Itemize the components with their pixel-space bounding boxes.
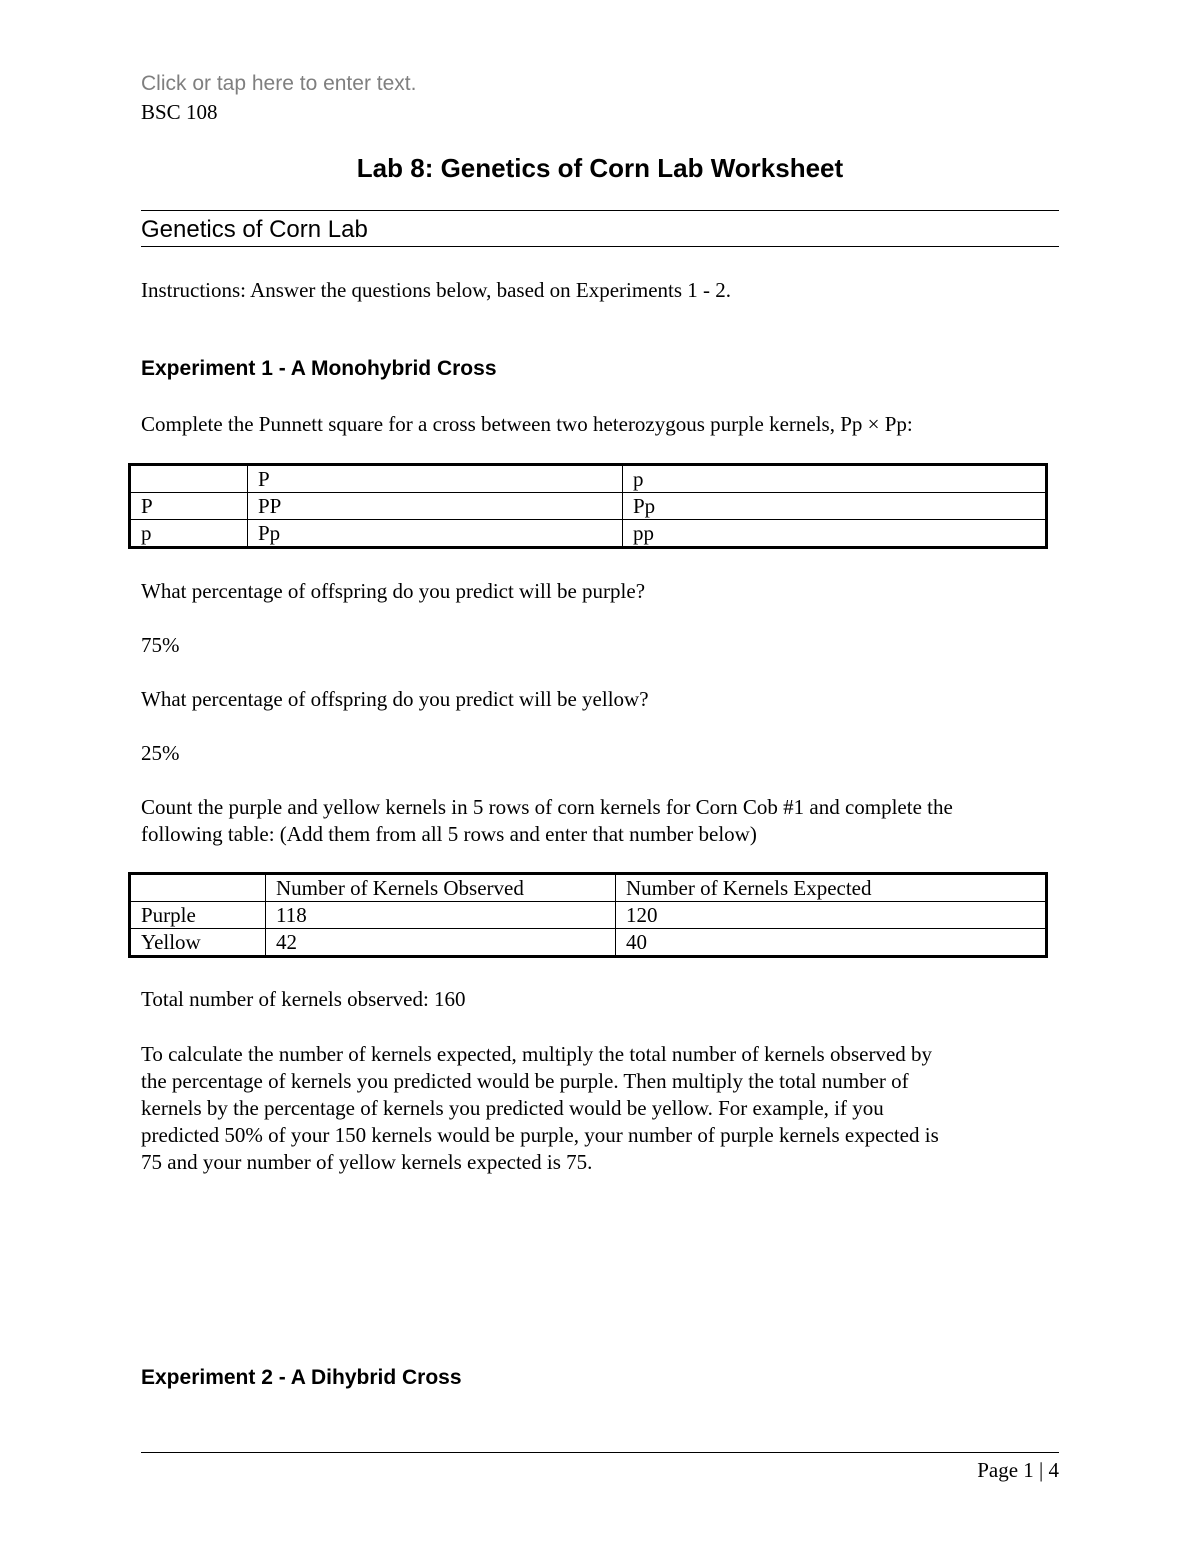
- table-row-label: Purple: [130, 902, 266, 929]
- table-row: [130, 465, 1047, 493]
- table-cell: p: [623, 465, 1047, 493]
- calc-instructions-line-5: 75 and your number of yellow kernels expected is 75.: [141, 1150, 593, 1174]
- table-cell[interactable]: Pp: [623, 493, 1047, 520]
- table-row: [130, 929, 1047, 957]
- table-cell: P: [248, 465, 623, 493]
- table-cell[interactable]: Pp: [248, 520, 623, 548]
- punnett-prompt: Complete the Punnett square for a cross between two heterozygous purple kernels, Pp × Pp:: [141, 412, 913, 436]
- table-row: [130, 874, 1047, 902]
- punnett-square-table: [128, 463, 1048, 549]
- table-row: [130, 520, 1047, 548]
- footer-rule: [141, 1452, 1059, 1453]
- table-cell[interactable]: 118: [266, 902, 616, 929]
- section-top-rule: [141, 210, 1059, 211]
- table-row-label: Yellow: [130, 929, 266, 957]
- table-cell[interactable]: 42: [266, 929, 616, 957]
- count-instructions-line-2: following table: (Add them from all 5 rows and enter that number below): [141, 822, 757, 846]
- table-cell[interactable]: pp: [623, 520, 1047, 548]
- page-title: Lab 8: Genetics of Corn Lab Worksheet: [356, 153, 844, 183]
- experiment-2-heading: Experiment 2 - A Dihybrid Cross: [141, 1366, 462, 1389]
- experiment-1-heading: Experiment 1 - A Monohybrid Cross: [141, 357, 497, 380]
- table-header-observed: Number of Kernels Observed: [266, 874, 616, 902]
- calc-instructions-line-3: kernels by the percentage of kernels you predicted would be yellow. For example, if you: [141, 1096, 884, 1120]
- table-cell: P: [130, 493, 248, 520]
- calc-instructions-line-2: the percentage of kernels you predicted would be purple. Then multiply the total number of: [141, 1069, 909, 1093]
- section-bottom-rule: [141, 246, 1059, 247]
- total-kernels-observed[interactable]: Total number of kernels observed: 160: [141, 987, 466, 1011]
- calc-instructions-line-4: predicted 50% of your 150 kernels would be purple, your number of purple kernels expected is: [141, 1123, 939, 1147]
- count-instructions-line-1: Count the purple and yellow kernels in 5 rows of corn kernels for Corn Cob #1 and complete the: [141, 795, 953, 819]
- table-header-expected: Number of Kernels Expected: [616, 874, 1047, 902]
- section-title: Genetics of Corn Lab: [141, 216, 368, 243]
- table-cell[interactable]: PP: [248, 493, 623, 520]
- question-purple-percentage: What percentage of offspring do you predict will be purple?: [141, 579, 646, 603]
- question-yellow-percentage: What percentage of offspring do you predict will be yellow?: [141, 687, 649, 711]
- course-code: BSC 108: [141, 100, 218, 124]
- answer-yellow-percentage[interactable]: 25%: [141, 741, 180, 765]
- answer-purple-percentage[interactable]: 75%: [141, 633, 180, 657]
- kernel-count-table: [128, 872, 1048, 958]
- calc-instructions-line-1: To calculate the number of kernels expected, multiply the total number of kernels observed by: [141, 1042, 933, 1066]
- table-cell: [130, 465, 248, 493]
- instructions-text: Instructions: Answer the questions below, based on Experiments 1 - 2.: [141, 278, 732, 302]
- table-row: [130, 902, 1047, 929]
- page-number: Page 1 | 4: [977, 1458, 1059, 1482]
- name-placeholder-field[interactable]: Click or tap here to enter text.: [141, 72, 417, 95]
- table-cell: p: [130, 520, 248, 548]
- table-cell[interactable]: 40: [616, 929, 1047, 957]
- table-row: [130, 493, 1047, 520]
- table-cell[interactable]: 120: [616, 902, 1047, 929]
- table-cell: [130, 874, 266, 902]
